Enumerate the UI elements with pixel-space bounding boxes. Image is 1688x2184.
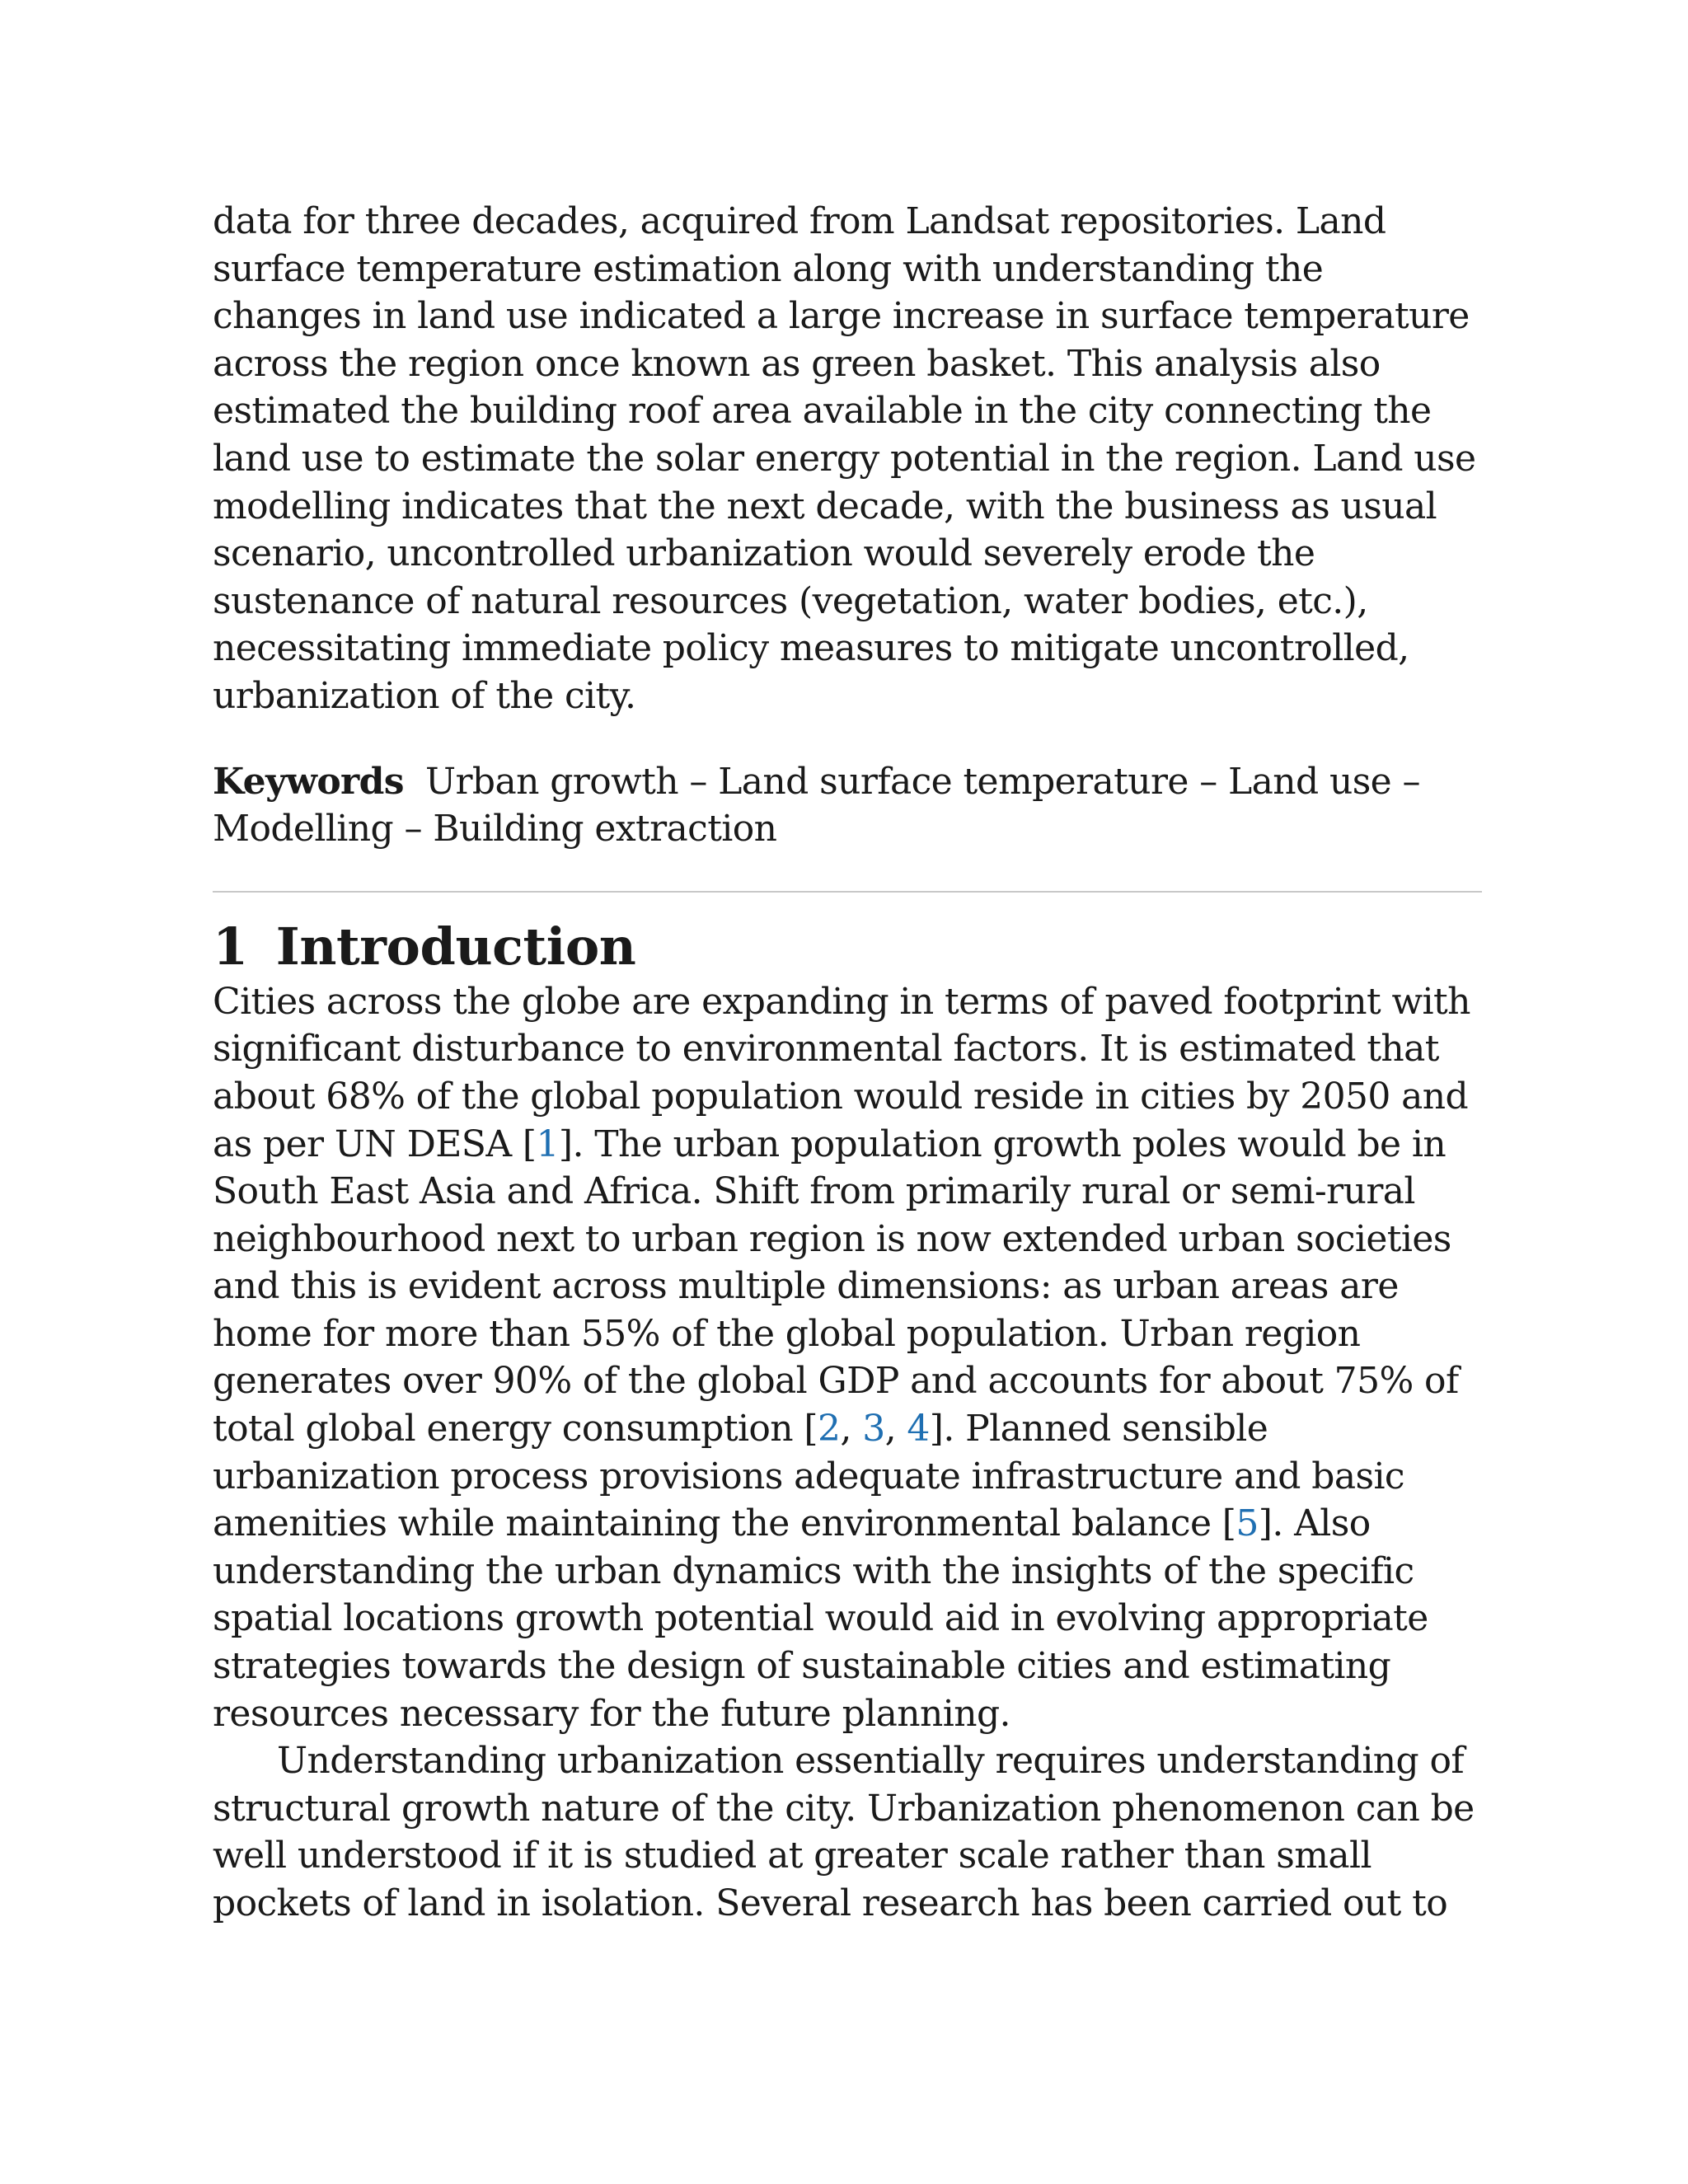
section-heading [213, 916, 1482, 978]
keywords-text: Urban growth – Land surface temperature – Land use – Modelling – Building extraction [213, 760, 1420, 851]
section-title: Introduction [275, 916, 636, 977]
intro-paragraph-2: Understanding urbanization essentially requires understanding of structural growth nature of the city. Urbanization phenomenon can be well understood if it is studied at greater scale rather than small pockets of land in isolation. Several research has been carried out to [213, 1740, 1475, 1924]
text-run: ]. The urban population growth poles would be in South East Asia and Africa. Shift from primarily rural or semi-rural neighbourhood next to urban region is now extended urban societies and this is evident across multiple dimensions: as urban areas are home for more than 55% of the global population. Urban region generates over 90% of the global GDP and accounts for about 75% of total global energy consumption [ [213, 1122, 1459, 1451]
citation-link-1[interactable]: 1 [536, 1122, 559, 1165]
section-divider [213, 891, 1482, 893]
keywords-label: Keywords [213, 760, 404, 803]
citation-link-3[interactable]: 3 [862, 1408, 885, 1451]
paper-page [213, 198, 1482, 1928]
abstract-continuation: data for three decades, acquired from Landsat repositories. Land surface temperature estimation along with understanding the changes in land use indicated a large increase in surface temperature across the region once known as green basket. This analysis also estimated the building roof area available in the city connecting the land use to estimate the solar energy potential in the region. Land use modelling indicates that the next decade, with the business as usual scenario, uncontrolled urbanization would severely erode the sustenance of natural resources (vegetation, water bodies, etc.), necessitating immediate policy measures to mitigate uncontrolled, urbanization of the city. [213, 200, 1476, 717]
intro-paragraph-1 [213, 978, 1482, 1738]
citation-link-4[interactable]: 4 [907, 1408, 930, 1451]
text-run: Cities across the globe are expanding in terms of paved footprint with significant disturbance to environmental factors. It is estimated that about 68% of the global population would reside in cities by 2050 and as per UN DESA [ [213, 980, 1470, 1165]
citation-link-5[interactable]: 5 [1236, 1502, 1259, 1545]
citation-separator: , [840, 1408, 863, 1451]
citation-link-2[interactable]: 2 [818, 1408, 841, 1451]
section-number: 1 [213, 916, 248, 977]
text-run: ]. Planned sensible urbanization process provisions adequate infrastructure and basic amenities while maintaining the environmental balance [ [213, 1408, 1404, 1545]
text-run: ]. Also understanding the urban dynamics with the insights of the specific spatial locations growth potential would aid in evolving appropriate strategies towards the design of sustainable cities and estimating resources necessary for the future planning. [213, 1502, 1428, 1735]
citation-separator: , [884, 1408, 907, 1451]
keywords-line [213, 758, 1482, 853]
